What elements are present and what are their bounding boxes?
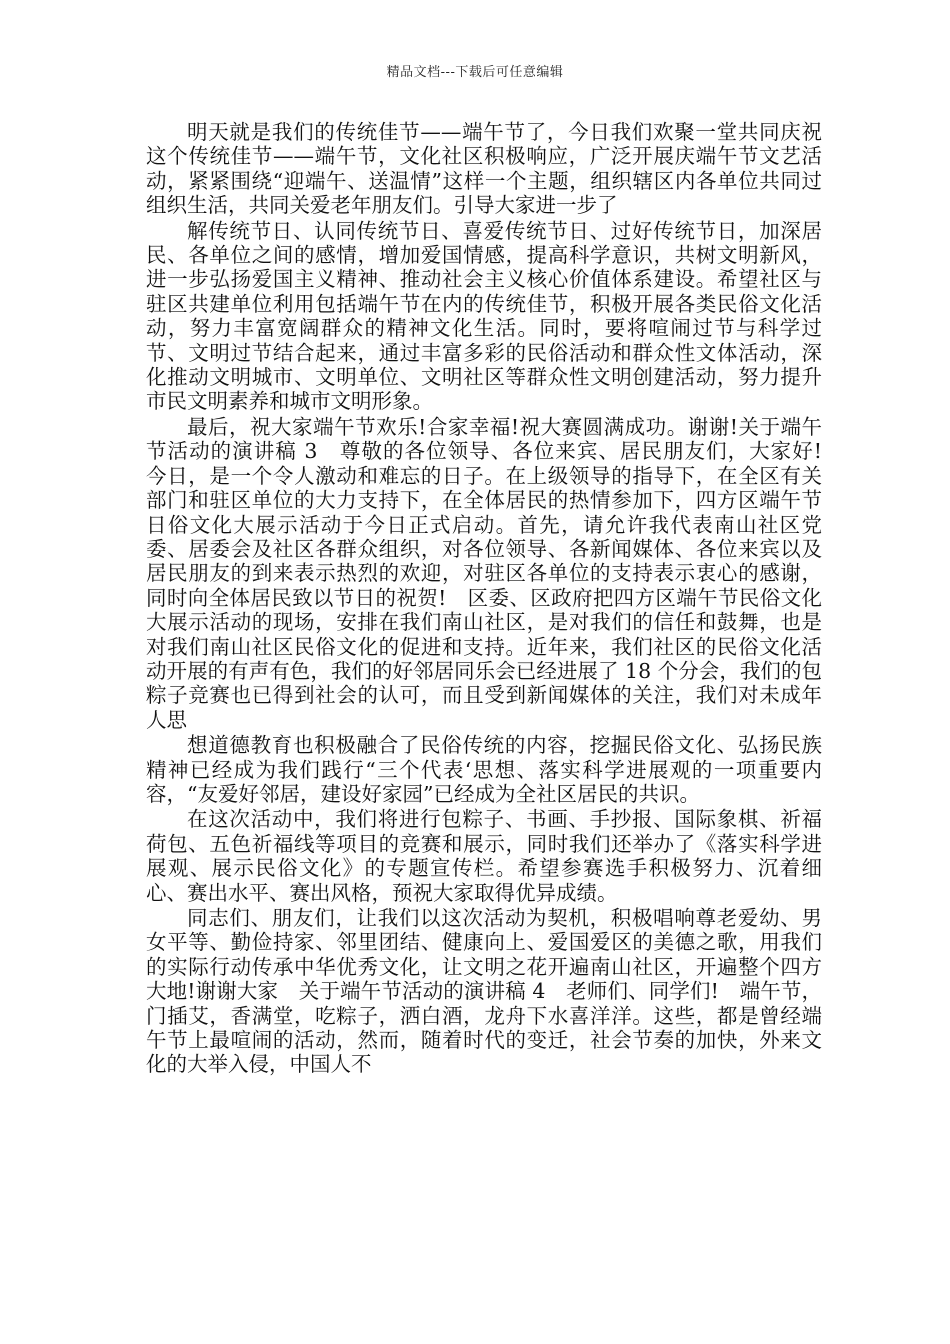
document-body bbox=[146, 120, 843, 1078]
paragraph: 明天就是我们的传统佳节——端午节了，今日我们欢聚一堂共同庆祝这个传统佳节——端午节，文化社区积极响应，广泛开展庆端午节文艺活动，紧紧围绕“迎端午、送温情”这样一个主题，组织辖区内各单位共同过组织生活，共同关爱老年朋友们。引导大家进一步了 bbox=[146, 120, 822, 218]
paragraph: 解传统节日、认同传统节日、喜爱传统节日、过好传统节日，加深居民、各单位之间的感情，增加爱国情感，提高科学意识，共树文明新风，进一步弘扬爱国主义精神、推动社会主义核心价值体系建设。希望社区与驻区共建单位利用包括端午节在内的传统佳节，积极开展各类民俗文化活动，努力丰富宽阔群众的精神文化生活。同时，要将喧闹过节与科学过节、文明过节结合起来，通过丰富多彩的民俗活动和群众性文体活动，深化推动文明城市、文明单位、文明社区等群众性文明创建活动，努力提升市民文明素养和城市文明形象。 bbox=[146, 218, 822, 414]
paragraph: 在这次活动中，我们将进行包粽子、书画、手抄报、国际象棋、祈福荷包、五色祈福线等项目的竞赛和展示，同时我们还举办了《落实科学进展观、展示民俗文化》的专题宣传栏。希望参赛选手积极努力、沉着细心、赛出水平、赛出风格，预祝大家取得优异成绩。 bbox=[146, 807, 822, 905]
paragraph: 同志们、朋友们，让我们以这次活动为契机，积极唱响尊老爱幼、男女平等、勤俭持家、邻里团结、健康向上、爱国爱区的美德之歌，用我们的实际行动传承中华优秀文化，让文明之花开遍南山社区，开遍整个四方大地!谢谢大家 关于端午节活动的演讲稿 4 老师们、同学们! 端午节，门插艾，香满堂，吃粽子，洒白酒，龙舟下水喜洋洋。这些，都是曾经端午节上最喧闹的活动，然而，随着时代的变迁，社会节奏的加快，外来文化的大举入侵，中国人不 bbox=[146, 906, 822, 1077]
paragraph: 想道德教育也积极融合了民俗传统的内容，挖掘民俗文化、弘扬民族精神已经成为我们践行“三个代表‘思想、落实科学进展观的一项重要内容，“友爱好邻居，建设好家园”已经成为全社区居民的共识。 bbox=[146, 733, 822, 806]
paragraph: 最后，祝大家端午节欢乐!合家幸福!祝大赛圆满成功。谢谢!关于端午节活动的演讲稿 3 尊敬的各位领导、各位来宾、居民朋友们，大家好! 今日，是一个令人激动和难忘的日子。在上级领导的指导下，在全区有关部门和驻区单位的大力支持下，在全体居民的热情参加下，四方区端午节日俗文化大展示活动于今日正式启动。首先，请允许我代表南山社区党委、居委会及社区各群众组织，对各位领导、各新闻媒体、各位来宾以及居民朋友的到来表示热烈的欢迎，对驻区各单位的支持表示衷心的感谢，同时向全体居民致以节日的祝贺! 区委、区政府把四方区端午节民俗文化大展示活动的现场，安排在我们南山社区，是对我们的信任和鼓舞，也是对我们南山社区民俗文化的促进和支持。近年来，我们社区的民俗文化活动开展的有声有色，我们的好邻居同乐会已经进展了 18 个分会，我们的包粽子竞赛也已得到社会的认可，而且受到新闻媒体的关注，我们对未成年人思 bbox=[146, 414, 843, 732]
page-header: 精品文档---下载后可任意编辑 bbox=[386, 65, 564, 80]
